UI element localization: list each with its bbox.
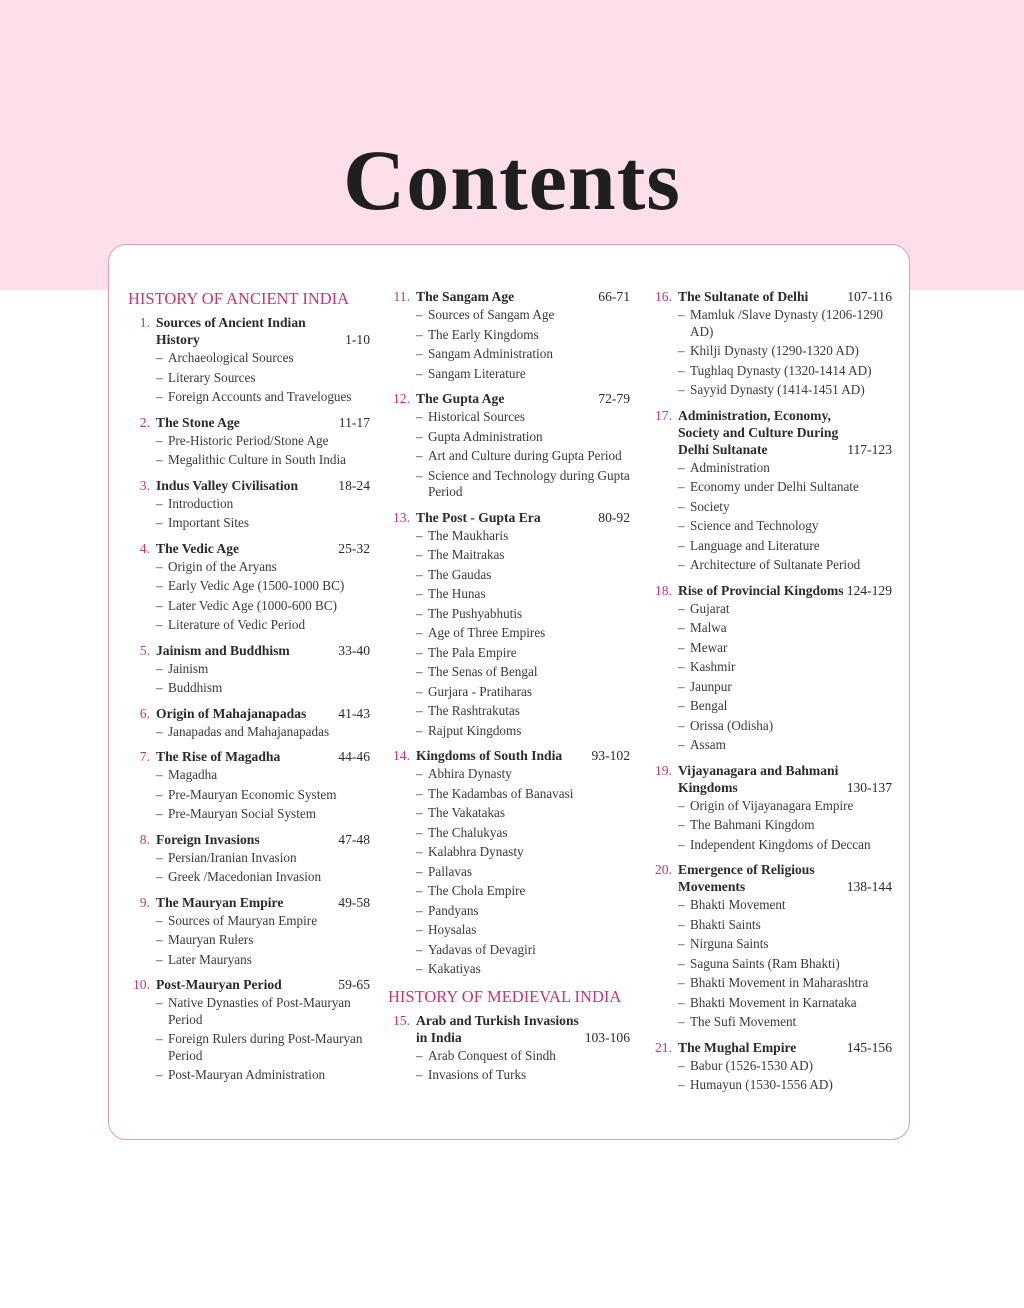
subtopic-item: – Pre-Historic Period/Stone Age	[128, 433, 372, 450]
subtopic-item: – The Gaudas	[388, 567, 632, 584]
subtopic-item: – Rajput Kingdoms	[388, 723, 632, 740]
subtopic-item: – The Kadambas of Banavasi	[388, 786, 632, 803]
chapter-entry	[650, 288, 894, 399]
chapter-entry	[128, 831, 372, 886]
subtopic-list	[650, 897, 894, 1031]
subtopic-item: – Sangam Administration	[388, 346, 632, 363]
subtopic-item: – Pre-Mauryan Economic System	[128, 787, 372, 804]
subtopic-item: – Babur (1526-1530 AD)	[650, 1058, 894, 1075]
subtopic-list	[128, 724, 372, 741]
subtopic-item: – Mamluk /Slave Dynasty (1206-1290 AD)	[650, 307, 894, 340]
chapter-pages: 59-65	[338, 977, 370, 992]
section-heading-ancient: HISTORY OF ANCIENT INDIA	[128, 289, 350, 308]
chapter-title: The Post - Gupta Era	[416, 509, 541, 525]
subtopic-item: – Society	[650, 499, 894, 516]
contents-column-2	[388, 288, 632, 1092]
subtopic-item: – Later Vedic Age (1000-600 BC)	[128, 598, 372, 615]
chapter-heading[interactable]	[388, 390, 632, 407]
chapter-heading[interactable]	[128, 705, 372, 722]
subtopic-list	[388, 766, 632, 978]
chapter-title: The Vedic Age	[156, 540, 240, 556]
subtopic-item: – Megalithic Culture in South India	[128, 452, 372, 469]
subtopic-item: – Janapadas and Mahajanapadas	[128, 724, 372, 741]
chapter-pages: 41-43	[338, 705, 370, 721]
chapter-heading[interactable]	[650, 762, 894, 796]
chapter-pages: 47-48	[338, 831, 370, 847]
subtopic-item: – Administration	[650, 460, 894, 477]
chapter-title: Indus Valley Civilisation	[156, 477, 299, 493]
subtopic-list	[388, 409, 632, 501]
subtopic-item: – Early Vedic Age (1500-1000 BC)	[128, 578, 372, 595]
subtopic-item: – Humayun (1530-1556 AD)	[650, 1077, 894, 1094]
subtopic-item: – Foreign Accounts and Travelogues	[128, 389, 372, 406]
subtopic-item: – Arab Conquest of Sindh	[388, 1048, 632, 1065]
subtopic-item: – Gujarat	[650, 601, 894, 618]
chapter-number: 20.	[655, 862, 672, 877]
chapter-heading[interactable]	[128, 314, 372, 348]
chapter-number: 21.	[655, 1039, 672, 1055]
chapter-heading[interactable]	[128, 477, 372, 494]
chapter-entry	[128, 477, 372, 532]
subtopic-list	[388, 1048, 632, 1084]
subtopic-item: – Independent Kingdoms of Deccan	[650, 837, 894, 854]
chapter-pages: 44-46	[338, 749, 370, 764]
contents-column-1	[128, 288, 372, 1092]
chapter-entry	[128, 748, 372, 823]
chapter-entry	[128, 642, 372, 697]
subtopic-item: – Introduction	[128, 496, 372, 513]
subtopic-item: – Post-Mauryan Administration	[128, 1067, 372, 1084]
chapter-title: Origin of Mahajanapadas	[156, 705, 307, 721]
chapter-heading[interactable]	[650, 861, 894, 895]
subtopic-item: – Science and Technology during Gupta Period	[388, 468, 632, 501]
chapter-title: Arab and Turkish Invasions in India	[416, 1012, 579, 1045]
chapter-entry	[388, 747, 632, 978]
subtopic-list	[650, 460, 894, 574]
subtopic-item: – Literary Sources	[128, 370, 372, 387]
chapter-number: 1.	[139, 315, 150, 330]
subtopic-item: – Art and Culture during Gupta Period	[388, 448, 632, 465]
subtopic-item: – The Chola Empire	[388, 883, 632, 900]
subtopic-item: – Khilji Dynasty (1290-1320 AD)	[650, 343, 894, 360]
subtopic-item: – Origin of Vijayanagara Empire	[650, 798, 894, 815]
subtopic-item: – Architecture of Sultanate Period	[650, 557, 894, 574]
subtopic-item: – Hoysalas	[388, 922, 632, 939]
chapter-heading[interactable]	[388, 747, 632, 764]
subtopic-item: – Science and Technology	[650, 518, 894, 535]
chapter-number: 12.	[393, 391, 410, 406]
subtopic-item: – Economy under Delhi Sultanate	[650, 479, 894, 496]
subtopic-list	[128, 850, 372, 886]
chapter-pages: 11-17	[338, 414, 370, 430]
chapter-entry	[388, 288, 632, 382]
chapter-pages: 117-123	[847, 441, 892, 457]
subtopic-item: – Tughlaq Dynasty (1320-1414 AD)	[650, 363, 894, 380]
chapter-heading[interactable]	[128, 894, 372, 911]
subtopic-list	[128, 767, 372, 823]
subtopic-item: – Origin of the Aryans	[128, 559, 372, 576]
chapter-number: 19.	[655, 762, 672, 778]
chapter-pages: 107-116	[847, 289, 892, 304]
subtopic-item: – Bhakti Movement in Maharashtra	[650, 975, 894, 992]
subtopic-item: – Invasions of Turks	[388, 1067, 632, 1084]
subtopic-list	[650, 307, 894, 399]
chapter-number: 13.	[393, 509, 410, 525]
subtopic-item: – Buddhism	[128, 680, 372, 697]
subtopic-list	[388, 528, 632, 740]
subtopic-item: – Orissa (Odisha)	[650, 718, 894, 735]
subtopic-item: – Greek /Macedonian Invasion	[128, 869, 372, 886]
chapter-pages: 49-58	[338, 894, 370, 910]
chapter-heading[interactable]	[128, 414, 372, 431]
chapter-heading[interactable]	[128, 831, 372, 848]
subtopic-list	[650, 601, 894, 754]
subtopic-item: – Abhira Dynasty	[388, 766, 632, 783]
subtopic-item: – Saguna Saints (Ram Bhakti)	[650, 956, 894, 973]
chapter-heading[interactable]	[388, 288, 632, 305]
chapter-entry	[128, 540, 372, 634]
chapter-title: Sources of Ancient Indian History	[156, 315, 306, 347]
subtopic-item: – Bengal	[650, 698, 894, 715]
chapter-number: 6.	[139, 705, 150, 721]
chapter-pages: 138-144	[846, 879, 892, 894]
chapter-number: 15.	[393, 1012, 410, 1028]
chapter-entry	[650, 407, 894, 574]
subtopic-list	[650, 1058, 894, 1094]
chapter-title: The Mughal Empire	[678, 1039, 797, 1055]
chapter-title: Administration, Economy, Society and Culture During Delhi Sultanate	[678, 407, 839, 457]
chapter-title: Foreign Invasions	[156, 831, 260, 847]
chapter-entry	[388, 390, 632, 501]
chapter-entry	[650, 582, 894, 754]
subtopic-item: – Jainism	[128, 661, 372, 678]
chapter-title: Jainism and Buddhism	[156, 642, 290, 658]
page-title: Contents	[343, 132, 681, 228]
chapter-title: The Stone Age	[156, 414, 240, 430]
chapter-title: The Sangam Age	[416, 289, 515, 304]
subtopic-item: – Mewar	[650, 640, 894, 657]
subtopic-list	[128, 559, 372, 634]
subtopic-item: – Kakatiyas	[388, 961, 632, 978]
chapter-pages: 66-71	[598, 289, 630, 304]
chapter-number: 18.	[655, 582, 672, 598]
chapter-entry	[128, 894, 372, 969]
subtopic-item: – The Pala Empire	[388, 645, 632, 662]
chapter-title: The Rise of Magadha	[156, 749, 281, 764]
contents-column-3	[650, 288, 894, 1102]
subtopic-item: – Mauryan Rulers	[128, 932, 372, 949]
chapter-title: Kingdoms of South India	[416, 748, 563, 763]
chapter-title: The Gupta Age	[416, 391, 505, 406]
subtopic-item: – Foreign Rulers during Post-Mauryan Period	[128, 1031, 372, 1064]
chapter-entry	[128, 976, 372, 1084]
chapter-number: 3.	[139, 477, 150, 493]
chapter-heading[interactable]	[650, 582, 894, 599]
subtopic-item: – Bhakti Movement in Karnataka	[650, 995, 894, 1012]
subtopic-list	[128, 496, 372, 532]
chapter-pages: 124-129	[846, 582, 892, 598]
subtopic-list	[128, 995, 372, 1084]
subtopic-item: – Persian/Iranian Invasion	[128, 850, 372, 867]
subtopic-item: – Language and Literature	[650, 538, 894, 555]
chapter-entry	[128, 314, 372, 406]
chapter-entry	[650, 861, 894, 1031]
subtopic-item: – Malwa	[650, 620, 894, 637]
chapter-pages: 18-24	[338, 477, 370, 493]
subtopic-item: – Assam	[650, 737, 894, 754]
subtopic-item: – The Maukharis	[388, 528, 632, 545]
chapter-number: 4.	[139, 540, 150, 556]
subtopic-item: – The Senas of Bengal	[388, 664, 632, 681]
subtopic-item: – The Chalukyas	[388, 825, 632, 842]
subtopic-item: – The Vakatakas	[388, 805, 632, 822]
chapter-number: 5.	[139, 642, 150, 658]
subtopic-item: – Later Mauryans	[128, 952, 372, 969]
chapter-title: Emergence of Religious Movements	[678, 862, 815, 894]
subtopic-list	[128, 433, 372, 469]
chapter-heading[interactable]	[388, 1012, 632, 1046]
chapter-heading[interactable]	[650, 407, 894, 458]
subtopic-item: – Important Sites	[128, 515, 372, 532]
chapter-title: Rise of Provincial Kingdoms	[678, 582, 844, 598]
chapter-number: 10.	[133, 977, 150, 992]
chapter-pages: 72-79	[598, 391, 630, 406]
subtopic-item: – Native Dynasties of Post-Mauryan Period	[128, 995, 372, 1028]
chapter-title: The Mauryan Empire	[156, 894, 284, 910]
subtopic-item: – The Maitrakas	[388, 547, 632, 564]
subtopic-item: – Literature of Vedic Period	[128, 617, 372, 634]
subtopic-item: – Sangam Literature	[388, 366, 632, 383]
subtopic-item: – Pallavas	[388, 864, 632, 881]
subtopic-list	[128, 913, 372, 969]
subtopic-list	[388, 307, 632, 382]
subtopic-item: – The Bahmani Kingdom	[650, 817, 894, 834]
chapter-number: 14.	[393, 748, 410, 763]
chapter-heading[interactable]	[650, 1039, 894, 1056]
subtopic-item: – Yadavas of Devagiri	[388, 942, 632, 959]
subtopic-item: – Sources of Sangam Age	[388, 307, 632, 324]
chapter-heading[interactable]	[128, 540, 372, 557]
subtopic-item: – Magadha	[128, 767, 372, 784]
subtopic-item: – The Sufi Movement	[650, 1014, 894, 1031]
subtopic-item: – Pre-Mauryan Social System	[128, 806, 372, 823]
chapter-number: 16.	[655, 289, 672, 304]
chapter-title: Post-Mauryan Period	[156, 977, 282, 992]
subtopic-item: – Bhakti Movement	[650, 897, 894, 914]
subtopic-item: – The Early Kingdoms	[388, 327, 632, 344]
chapter-number: 11.	[393, 289, 410, 304]
chapter-number: 17.	[655, 407, 672, 423]
chapter-pages: 130-137	[846, 779, 892, 795]
subtopic-item: – Nirguna Saints	[650, 936, 894, 953]
chapter-heading[interactable]	[128, 976, 372, 993]
chapter-heading[interactable]	[388, 509, 632, 526]
chapter-pages: 25-32	[338, 540, 370, 556]
subtopic-item: – Age of Three Empires	[388, 625, 632, 642]
chapter-pages: 93-102	[591, 748, 630, 763]
subtopic-item: – Archaeological Sources	[128, 350, 372, 367]
subtopic-item: – Jaunpur	[650, 679, 894, 696]
chapter-entry	[128, 705, 372, 741]
section-heading-medieval: HISTORY OF MEDIEVAL INDIA	[388, 986, 622, 1006]
subtopic-list	[128, 350, 372, 406]
chapter-entry	[128, 414, 372, 469]
subtopic-list	[650, 798, 894, 854]
chapter-heading[interactable]	[128, 642, 372, 659]
chapter-pages: 145-156	[846, 1039, 892, 1055]
subtopic-item: – Historical Sources	[388, 409, 632, 426]
subtopic-item: – The Rashtrakutas	[388, 703, 632, 720]
subtopic-item: – The Hunas	[388, 586, 632, 603]
chapter-pages: 1-10	[345, 332, 370, 347]
chapter-number: 9.	[139, 894, 150, 910]
chapter-pages: 103-106	[584, 1029, 630, 1045]
subtopic-item: – Pandyans	[388, 903, 632, 920]
chapter-entry	[650, 1039, 894, 1094]
chapter-heading[interactable]	[650, 288, 894, 305]
subtopic-item: – Sayyid Dynasty (1414-1451 AD)	[650, 382, 894, 399]
subtopic-item: – Gupta Administration	[388, 429, 632, 446]
subtopic-item: – Kashmir	[650, 659, 894, 676]
subtopic-item: – Bhakti Saints	[650, 917, 894, 934]
subtopic-item: – Sources of Mauryan Empire	[128, 913, 372, 930]
subtopic-list	[128, 661, 372, 697]
chapter-number: 2.	[139, 414, 150, 430]
chapter-pages: 33-40	[338, 642, 370, 658]
chapter-heading[interactable]	[128, 748, 372, 765]
subtopic-item: – The Pushyabhutis	[388, 606, 632, 623]
chapter-entry	[388, 1012, 632, 1084]
subtopic-item: – Gurjara - Pratiharas	[388, 684, 632, 701]
chapter-title: Vijayanagara and Bahmani Kingdoms	[678, 762, 839, 795]
chapter-number: 8.	[139, 831, 150, 847]
chapter-entry	[650, 762, 894, 854]
chapter-title: The Sultanate of Delhi	[678, 289, 809, 304]
chapter-number: 7.	[139, 749, 150, 764]
chapter-entry	[388, 509, 632, 740]
subtopic-item: – Kalabhra Dynasty	[388, 844, 632, 861]
chapter-pages: 80-92	[598, 509, 630, 525]
